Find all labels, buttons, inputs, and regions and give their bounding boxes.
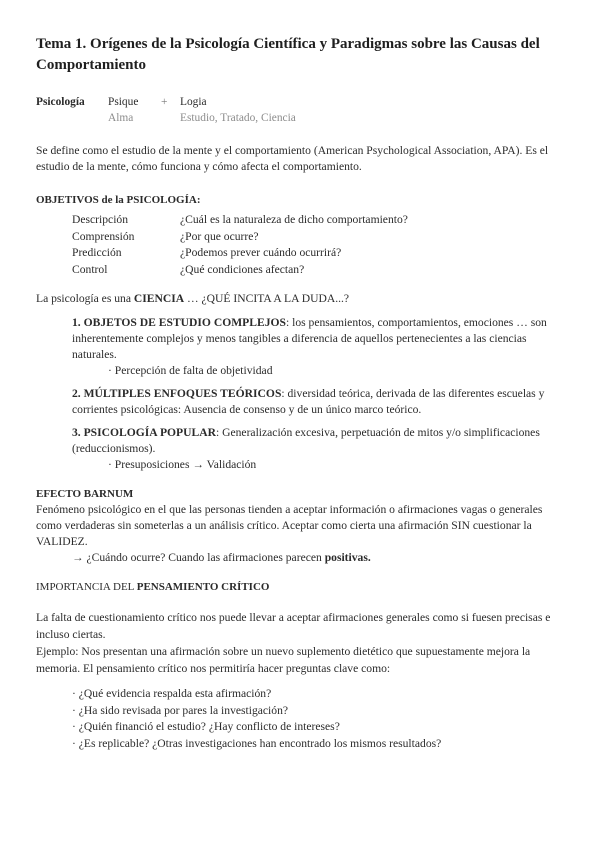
critical-heading [36, 579, 564, 595]
etymology-part1-meaning: Alma [108, 112, 134, 124]
list-item-text [72, 315, 564, 363]
objective-key: Descripción [72, 213, 129, 226]
doubt-reasons-list [72, 315, 564, 473]
science-lead: La psicología es una [36, 292, 134, 305]
list-item [72, 425, 564, 473]
objective-key: Control [72, 262, 108, 276]
etymology-plus: + [161, 96, 168, 108]
list-item [72, 315, 564, 379]
list-item-body: : los pensamientos, comportamientos, emociones … son inherentemente complejos y menos tangibles a diferencia de aquellos pertenecientes a las ciencias naturales. [72, 316, 547, 361]
barnum-heading: EFECTO BARNUM [36, 488, 134, 500]
objective-row [72, 229, 564, 246]
etymology-part2-meaning: Estudio, Tratado, Ciencia [180, 112, 296, 124]
etymology-part2 [180, 94, 296, 126]
objectives-table [72, 212, 564, 278]
science-rest: … ¿QUÉ INCITA A LA DUDA...? [184, 292, 350, 305]
etymology-word: Psicología [36, 96, 85, 108]
barnum-arrow-bold: positivas. [324, 551, 371, 564]
objective-value: ¿Qué condiciones afectan? [180, 262, 305, 276]
critical-heading-bold: PENSAMIENTO CRÍTICO [136, 581, 270, 593]
etymology-part1-word: Psique [108, 96, 139, 108]
list-item-body: : diversidad teórica, derivada de las diferentes escuelas y corrientes psicológicas: Ausencia de consenso y de un único marco teórico. [72, 387, 545, 416]
list-item-sub: · Percepción de falta de objetividad [108, 364, 273, 377]
objective-key: Comprensión [72, 229, 135, 243]
list-item-text [72, 386, 564, 418]
critical-paragraph-1: La falta de cuestionamiento crítico nos puede llevar a aceptar afirmaciones generales como si fuesen precisas e incluso ciertas. [36, 611, 551, 641]
critical-paragraph-2: Ejemplo: Nos presentan una afirmación sobre un nuevo suplemento dietético que supuestamente mejora la memoria. El pensamiento crítico nos permitiría hacer preguntas clave como: [36, 645, 531, 675]
list-item-title: 1. OBJETOS DE ESTUDIO COMPLEJOS [72, 316, 286, 329]
objective-row [72, 245, 564, 262]
question-item: · ¿Ha sido revisada por pares la investigación? [72, 703, 289, 717]
definition-paragraph: Se define como el estudio de la mente y el comportamiento (American Psychological Association, APA). Es el estudio de la mente, cómo funciona y cómo afecta el comportamiento. [36, 144, 549, 173]
list-item-title: 2. MÚLTIPLES ENFOQUES TEÓRICOS [72, 387, 282, 400]
page-title: Tema 1. Orígenes de la Psicología Científica y Paradigmas sobre las Causas del Comportamiento [36, 36, 540, 73]
objective-value: ¿Cuál es la naturaleza de dicho comportamiento? [180, 213, 408, 226]
question-item: · ¿Quién financió el estudio? ¿Hay conflicto de intereses? [72, 720, 340, 733]
critical-questions-list [72, 686, 564, 752]
list-item-text [72, 425, 564, 457]
objective-row [72, 262, 564, 279]
document-page [36, 34, 564, 752]
objective-row [72, 212, 564, 229]
science-bold: CIENCIA [133, 292, 185, 305]
barnum-arrow-line [72, 550, 564, 566]
etymology-part1 [108, 94, 161, 126]
critical-body [36, 609, 564, 677]
list-item-sub: · Presuposiciones → Validación [108, 458, 257, 471]
list-item [72, 386, 564, 418]
list-item-title: 3. PSICOLOGÍA POPULAR [72, 426, 216, 439]
science-statement [36, 291, 564, 307]
objective-value: ¿Por que ocurre? [180, 229, 259, 243]
critical-heading-plain: IMPORTANCIA DEL [36, 581, 137, 593]
etymology-row [36, 94, 564, 126]
objective-key: Predicción [72, 246, 122, 259]
barnum-paragraph: Fenómeno psicológico en el que las personas tienden a aceptar información o afirmaciones vagas o generales como verdaderas sin someterlas a un análisis crítico. Aceptar como cierta una afirmación SIN cuestionar la VALIDEZ. [36, 503, 543, 548]
objective-value: ¿Podemos prever cuándo ocurrirá? [180, 246, 342, 259]
objectives-heading: OBJETIVOS de la PSICOLOGÍA: [36, 194, 201, 206]
barnum-arrow-text: → ¿Cuándo ocurre? Cuando las afirmaciones parecen [72, 551, 325, 564]
list-item-body: : Generalización excesiva, perpetuación de mitos y/o simplificaciones (reduccionismos). [72, 426, 540, 455]
question-item: · ¿Es replicable? ¿Otras investigaciones han encontrado los mismos resultados? [72, 736, 442, 750]
etymology-part2-word: Logia [180, 96, 207, 108]
question-item: · ¿Qué evidencia respalda esta afirmación? [72, 687, 272, 700]
